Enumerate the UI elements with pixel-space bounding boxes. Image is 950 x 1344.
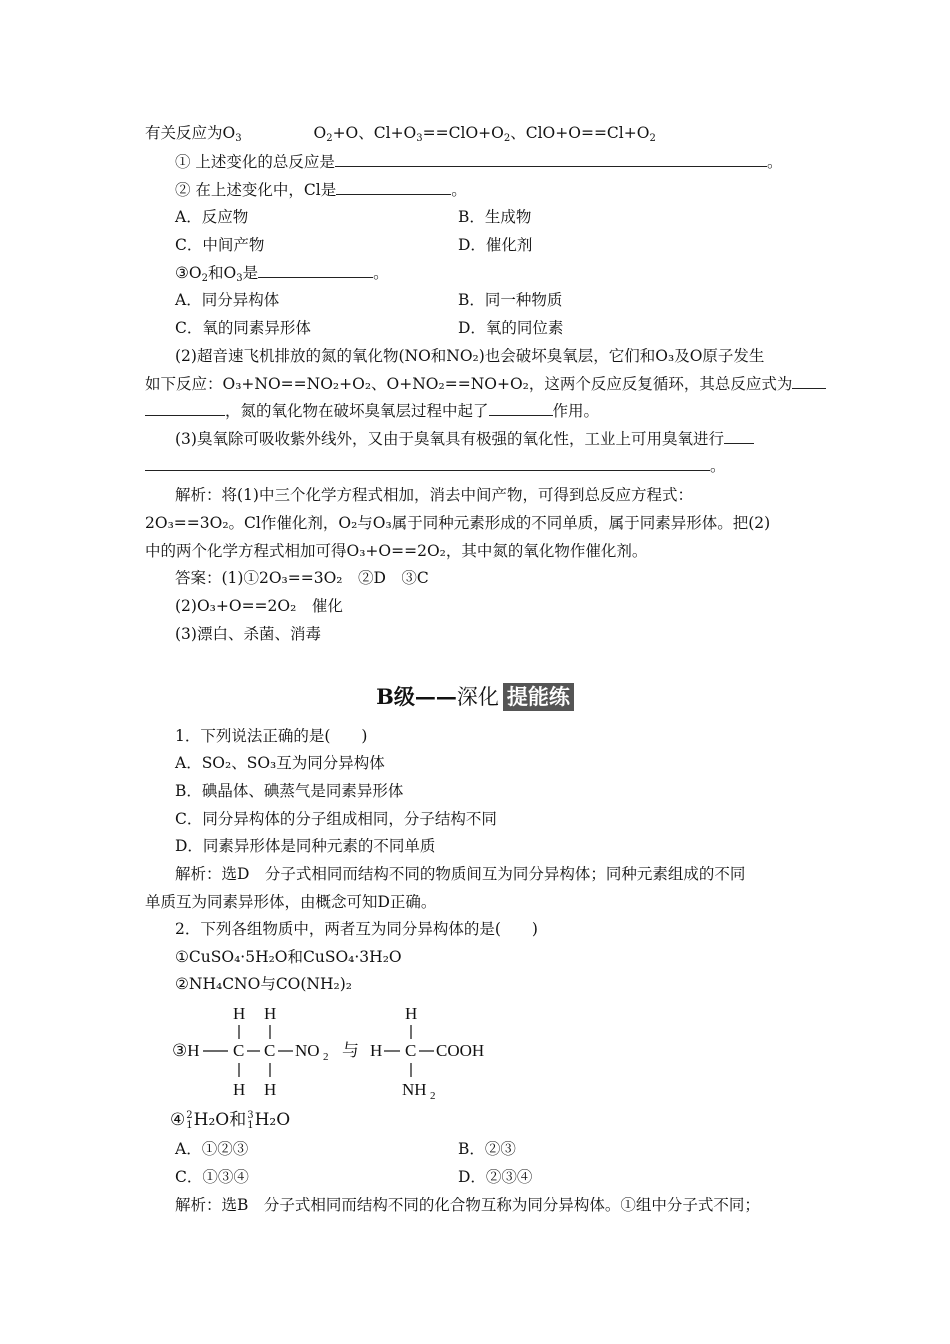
mass-number: 3 [247, 1109, 254, 1121]
subscript: 3 [416, 133, 423, 144]
answer-text: 答案：(1)①2O₃==3O₂ ②D ③C [175, 569, 429, 587]
q3-text: 和O [207, 264, 237, 282]
answer-blank[interactable] [489, 401, 553, 416]
punct: 。 [766, 153, 783, 171]
analysis-line-3 [145, 541, 647, 561]
conjunction: 和 [229, 1110, 247, 1130]
paragraph-2-line-2 [145, 374, 826, 394]
reaction-line [145, 123, 656, 149]
punct: 。 [373, 264, 389, 282]
answer-blank[interactable] [145, 456, 710, 471]
section-badge: 提能练 [503, 683, 574, 711]
mass-number: 2 [186, 1109, 193, 1121]
subscript: 2 [323, 1051, 329, 1063]
q2-item-2 [175, 974, 352, 994]
option-text: D．同素异形体是同种元素的不同单质 [175, 837, 436, 855]
option-a [175, 207, 248, 227]
subscript: 3 [236, 273, 243, 284]
answer-blank[interactable] [336, 180, 451, 195]
q1-option-a [175, 753, 385, 773]
reaction-2: ==ClO+O [422, 124, 504, 142]
option-b [458, 207, 531, 227]
structural-formula [172, 1003, 512, 1103]
option-a [175, 290, 279, 310]
paragraph-text: (2)超音速飞机排放的氮的氧化物(NO和NO₂)也会破坏臭氧层，它们和O₃及O原子发生 [175, 347, 765, 365]
item-3-label: ③H [172, 1041, 200, 1060]
section-word: 深化 [456, 685, 499, 709]
answer-line-2 [175, 596, 343, 616]
atom-h: H [233, 1080, 246, 1099]
q1-explain-2 [145, 892, 436, 912]
group-no2: NO [295, 1041, 320, 1060]
question-3 [175, 263, 389, 289]
q1-option-b [175, 781, 403, 801]
analysis-text: 中的两个化学方程式相加可得O₃+O==2O₂，其中氮的氧化物作催化剂。 [145, 542, 648, 560]
option-text: D．催化剂 [458, 236, 533, 254]
question-1 [175, 152, 782, 172]
answer-blank[interactable] [258, 263, 373, 278]
atom-c: C [233, 1041, 245, 1060]
explain-text: 单质互为同素异形体，由概念可知D正确。 [145, 893, 437, 911]
option-text: C．氧的同素异形体 [175, 319, 311, 337]
q2-option-c [175, 1167, 249, 1187]
item-text: ②NH₄CNO与CO(NH₂)₂ [175, 975, 352, 993]
paragraph-text: ，氮的氧化物在破坏臭氧层过程中起了 [225, 402, 489, 420]
answer-line-1 [175, 568, 429, 588]
option-c [175, 235, 264, 255]
section-level: B级 [376, 684, 415, 709]
option-text: A．反应物 [175, 208, 249, 226]
option-text: B．②③ [458, 1140, 516, 1158]
q2-item-4 [170, 1108, 290, 1132]
analysis-line-2 [145, 513, 770, 533]
paragraph-text: 如下反应：O₃+NO==NO₂+O₂、O+NO₂==NO+O₂，这两个反应反复循环，其总反应式为 [145, 375, 793, 393]
atom-c: C [264, 1041, 276, 1060]
formula: H₂O [193, 1110, 230, 1130]
punct: 。 [710, 457, 726, 475]
explain-text: 解析：选B 分子式相同而结构不同的化合物互称为同分异构体。①组中分子式不同； [175, 1196, 760, 1214]
atom-h: H [233, 1004, 246, 1023]
analysis-text: 解析：将(1)中三个化学方程式相加，消去中间产物，可得到总反应方程式： [175, 486, 693, 504]
q2-item-1 [175, 947, 402, 967]
formula: H₂O [254, 1110, 291, 1130]
item-text: ①CuSO₄·5H₂O和CuSO₄·3H₂O [175, 948, 402, 966]
stem-text: 1．下列说法正确的是( ) [175, 727, 368, 745]
answer-blank[interactable] [145, 401, 225, 416]
option-text: C．中间产物 [175, 236, 265, 254]
atom-h: H [264, 1004, 277, 1023]
stem-text: 2．下列各组物质中，两者互为同分异构体的是( ) [175, 920, 538, 938]
group-cooh: COOH [436, 1041, 485, 1060]
subscript: 3 [235, 133, 242, 144]
q2-stem [175, 919, 538, 939]
question-text: ② 在上述变化中，Cl是 [175, 181, 337, 199]
nuclide-scripts [186, 1111, 192, 1131]
q1-stem [175, 726, 367, 746]
punct: 。 [451, 181, 467, 199]
paragraph-text: (3)臭氧除可吸收紫外线外，又由于臭氧具有极强的氧化性，工业上可用臭氧进行 [175, 430, 724, 448]
option-text: B．生成物 [458, 208, 532, 226]
q2-explain-1 [175, 1195, 760, 1215]
subscript: 2 [503, 133, 511, 144]
option-b [458, 290, 562, 310]
section-title [0, 682, 950, 712]
reaction-1b: +O、Cl+O [332, 124, 417, 142]
option-text: A．SO₂、SO₃互为同分异构体 [175, 754, 385, 772]
option-text: B．碘晶体、碘蒸气是同素异形体 [175, 782, 404, 800]
option-text: B．同一种物质 [458, 291, 563, 309]
q1-option-d [175, 836, 435, 856]
option-d [458, 318, 563, 338]
reaction-3: 、ClO+O==Cl+O [510, 124, 650, 142]
reaction-prefix: 有关反应为O [145, 124, 236, 142]
answer-blank[interactable] [335, 152, 767, 167]
option-d [458, 235, 532, 255]
paragraph-2-line-1 [175, 346, 764, 366]
question-2 [175, 180, 467, 200]
option-text: D．氧的同位素 [458, 319, 564, 337]
option-text: C．①③④ [175, 1168, 249, 1186]
atomic-number: 1 [186, 1119, 193, 1131]
analysis-text: 2O₃==3O₂。Cl作催化剂，O₂与O₃属于同种元素形成的不同单质，属于同素异形体。把(2) [145, 514, 771, 532]
q3-text: ③O [175, 264, 202, 282]
q1-explain-1 [175, 864, 745, 884]
reaction-1a: O [313, 124, 327, 142]
subscript: 2 [649, 133, 656, 144]
paragraph-3-line-2 [145, 456, 726, 476]
option-c [175, 318, 311, 338]
conjunction: 与 [342, 1041, 359, 1060]
option-text: D．②③④ [458, 1168, 533, 1186]
option-text: A．同分异构体 [175, 291, 280, 309]
answer-text: (2)O₃+O==2O₂ 催化 [175, 597, 343, 615]
answer-blank[interactable] [792, 374, 826, 389]
option-text: A．①②③ [175, 1140, 249, 1158]
item-4-label: ④ [170, 1110, 186, 1130]
answer-blank[interactable] [724, 429, 754, 444]
group-nh2: NH [402, 1080, 427, 1099]
answer-text: (3)漂白、杀菌、消毒 [175, 625, 321, 643]
atom-h: H [264, 1080, 277, 1099]
option-text: C．同分异构体的分子组成相同，分子结构不同 [175, 810, 497, 828]
question-text: ① 上述变化的总反应是 [175, 153, 335, 171]
atom-c: C [405, 1041, 417, 1060]
atom-h: H [405, 1004, 418, 1023]
subscript: 2 [326, 133, 333, 144]
atomic-number: 1 [247, 1119, 254, 1131]
q3-text: 是 [242, 264, 259, 282]
q1-option-c [175, 809, 497, 829]
section-dash: —— [414, 684, 457, 709]
paragraph-3-line-1 [175, 429, 754, 449]
subscript: 2 [430, 1090, 436, 1102]
paragraph-2-line-3 [145, 401, 599, 421]
analysis-line-1 [175, 485, 693, 505]
q2-option-d [458, 1167, 532, 1187]
q2-option-b [458, 1139, 516, 1159]
subscript: 2 [201, 273, 208, 284]
explain-text: 解析：选D 分子式相同而结构不同的物质间互为同分异构体；同种元素组成的不同 [175, 865, 746, 883]
paragraph-text: 作用。 [552, 402, 600, 420]
q2-option-a [175, 1139, 248, 1159]
atom-h: H [370, 1041, 383, 1060]
answer-line-3 [175, 624, 321, 644]
nuclide-scripts [247, 1111, 253, 1131]
